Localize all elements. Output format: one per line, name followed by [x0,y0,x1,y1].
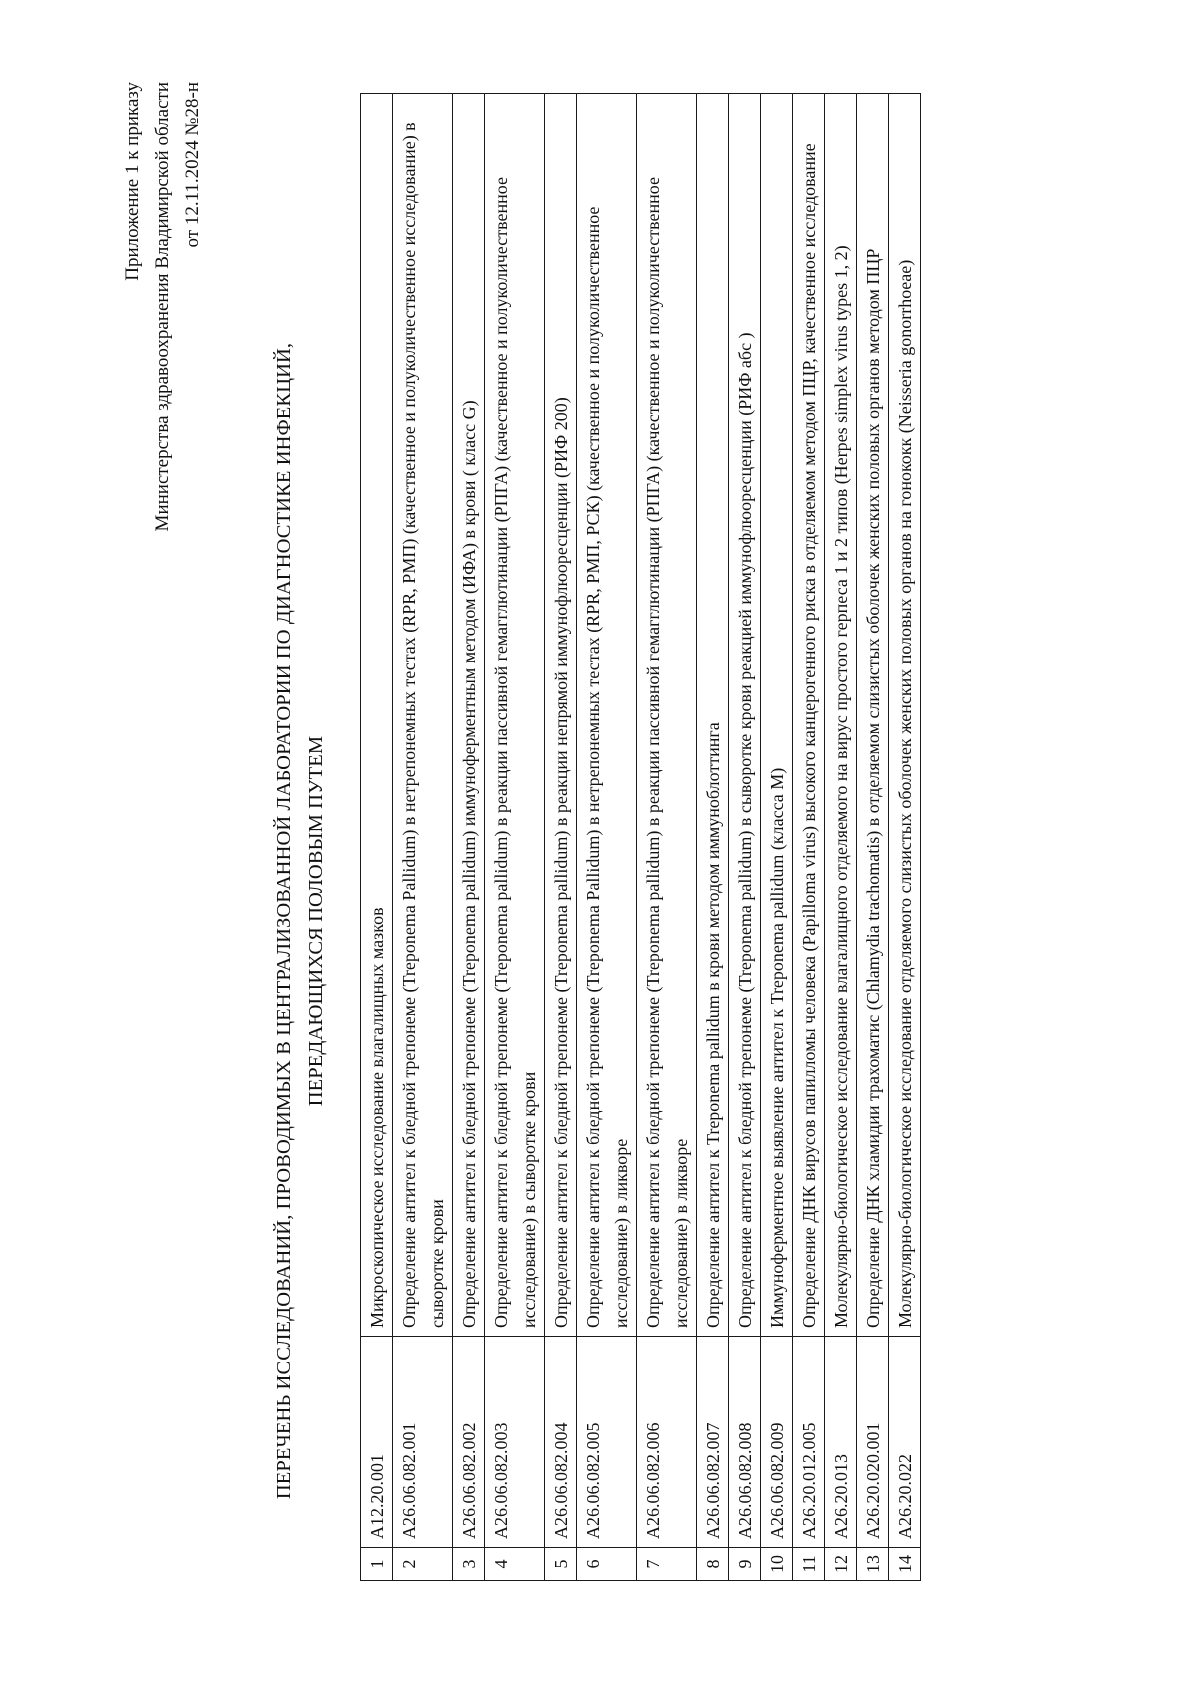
tests-table-body [361,94,921,1581]
test-code-cell: A26.06.082.008 [729,1337,761,1548]
test-name-cell: Определение антител к бледной трепонеме (Treponema Pallidum) в нетрепонемных тестах (RPR, РМП) (качественное и полуколичественное исследование) в сыворотке крови [393,94,453,1337]
row-number-cell: 13 [857,1548,889,1581]
test-code-cell: A12.20.001 [361,1337,393,1548]
test-code-cell: A26.06.082.005 [577,1337,637,1548]
approval-block [118,82,208,602]
row-number-cell: 9 [729,1548,761,1581]
document-title-line-1: ПЕРЕЧЕНЬ ИССЛЕДОВАНИЙ, ПРОВОДИМЫХ В ЦЕНТРАЛИЗОВАННОЙ ЛАБОРАТОРИИ ПО ДИАГНОСТИКЕ ИНФЕКЦИЙ, [273,342,295,1500]
table-row [485,94,545,1581]
table-row [857,94,889,1581]
test-name-cell: Иммуноферментное выявление антител к Treponema pallidum (класса M) [761,94,793,1337]
test-code-cell: A26.20.012.005 [793,1337,825,1548]
test-code-cell: A26.20.020.001 [857,1337,889,1548]
test-code-cell: A26.06.082.002 [453,1337,485,1548]
approval-line-appendix: Приложение 1 к приказу [122,82,143,281]
tests-table [360,93,921,1581]
table-row [361,94,393,1581]
approval-line-ministry: Министерства здравоохранения Владимирской области [152,82,173,532]
test-code-cell: A26.20.013 [825,1337,857,1548]
row-number-cell: 1 [361,1548,393,1581]
document-title [268,306,332,1536]
row-number-cell: 5 [545,1548,577,1581]
row-number-cell: 2 [393,1548,453,1581]
test-name-cell: Молекулярно-биологическое исследование отделяемого слизистых оболочек женских половых органов на гонококк (Neisseria gonorrhoeae) [889,94,921,1337]
test-code-cell: A26.06.082.006 [637,1337,697,1548]
test-name-cell: Определение антител к бледной трепонеме (Treponema pallidum) в реакции непрямой иммунофлюоресценции (РИФ 200) [545,94,577,1337]
row-number-cell: 7 [637,1548,697,1581]
row-number-cell: 12 [825,1548,857,1581]
table-row [453,94,485,1581]
table-row [729,94,761,1581]
test-code-cell: A26.06.082.001 [393,1337,453,1548]
test-name-cell: Определение антител к бледной трепонеме (Treponema pallidum) иммуноферментным методом (ИФА) в крови ( класс G) [453,94,485,1337]
table-row [793,94,825,1581]
test-name-cell: Определение антител к Treponema pallidum в крови методом иммуноблоттинга [697,94,729,1337]
row-number-cell: 6 [577,1548,637,1581]
test-name-cell: Определение антител к бледной трепонеме (Treponema pallidum) в реакции пассивной гемагглютинации (РПГА) (качественное и полуколичественное исследование) в сыворотке крови [485,94,545,1337]
document-title-line-2: ПЕРЕДАЮЩИХСЯ ПОЛОВЫМ ПУТЕМ [305,735,327,1107]
row-number-cell: 3 [453,1548,485,1581]
test-name-cell: Молекулярно-биологическое исследование влагалищного отделяемого на вирус простого герпеса 1 и 2 типов (Herpes simplex virus types 1, 2) [825,94,857,1337]
test-name-cell: Определение антител к бледной трепонеме (Treponema Pallidum) в нетрепонемных тестах (RPR, РМП, РСК) (качественное и полуколичественное исследование) в ликворе [577,94,637,1337]
table-row [761,94,793,1581]
test-code-cell: A26.06.082.003 [485,1337,545,1548]
row-number-cell: 14 [889,1548,921,1581]
test-name-cell: Определение ДНК хламидии трахоматис (Chlamydia trachomatis) в отделяемом слизистых оболочек женских половых органов методом ПЦР [857,94,889,1337]
row-number-cell: 10 [761,1548,793,1581]
table-row [825,94,857,1581]
approval-line-date: от 12.11.2024 №28-н [182,82,203,248]
test-code-cell: A26.20.022 [889,1337,921,1548]
test-name-cell: Определение антител к бледной трепонеме (Treponema pallidum) в реакции пассивной гемагглютинации (РПГА) (качественное и полуколичественное исследование) в ликворе [637,94,697,1337]
table-row [889,94,921,1581]
table-row [545,94,577,1581]
test-name-cell: Определение ДНК вирусов папилломы человека (Papilloma virus) высокого канцерогенного риска в отделяемом методом ПЦР, качественное исследование [793,94,825,1337]
table-row [393,94,453,1581]
test-code-cell: A26.06.082.009 [761,1337,793,1548]
test-name-cell: Микроскопическое исследование влагалищных мазков [361,94,393,1337]
table-row [577,94,637,1581]
test-code-cell: A26.06.082.004 [545,1337,577,1548]
row-number-cell: 4 [485,1548,545,1581]
test-code-cell: A26.06.082.007 [697,1337,729,1548]
table-row [637,94,697,1581]
table-row [697,94,729,1581]
test-name-cell: Определение антител к бледной трепонеме (Treponema pallidum) в сыворотке крови реакцией иммунофлюоресценции (РИФ абс ) [729,94,761,1337]
row-number-cell: 11 [793,1548,825,1581]
row-number-cell: 8 [697,1548,729,1581]
